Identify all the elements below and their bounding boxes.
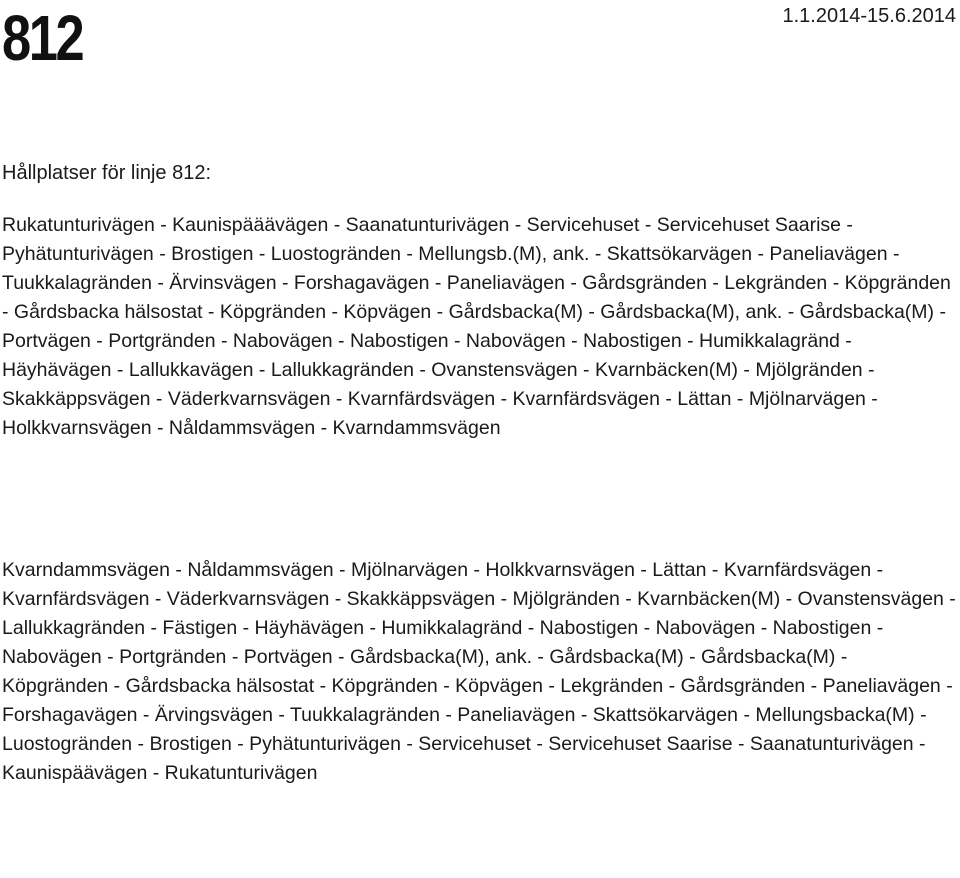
route-number: 812 [2,2,83,74]
validity-period: 1.1.2014-15.6.2014 [782,5,956,27]
stops-heading: Hållplatser för linje 812: [2,162,211,184]
outbound-stops-list: Rukatunturivägen - Kaunispääävägen - Saanatunturivägen - Servicehuset - Servicehuset Saarise - Pyhätunturivägen - Brostigen - Luostogränden - Mellungsb.(M), ank. - Skattsökarvägen - Paneliavägen - Tuukkalagränden - Ärvinsvägen - Forshagavägen - Paneliavägen - Gårdsgränden - Lekgränden - Köpgränden - Gårdsbacka hälsostat - Köpgränden - Köpvägen - Gårdsbacka(M) - Gårdsbacka(M), ank. - Gårdsbacka(M) - Portvägen - Portgränden - Nabovägen - Nabostigen - Nabovägen - Nabostigen - Humikkalagränd - Häyhävägen - Lallukkavägen - Lallukkagränden - Ovanstensvägen - Kvarnbäcken(M) - Mjölgränden - Skakkäppsvägen - Väderkvarnsvägen - Kvarnfärdsvägen - Kvarnfärdsvägen - Lättan - Mjölnarvägen - Holkkvarnsvägen - Nåldammsvägen - Kvarndammsvägen [2,214,951,439]
inbound-stops-list: Kvarndammsvägen - Nåldammsvägen - Mjölnarvägen - Holkkvarnsvägen - Lättan - Kvarnfärdsvägen - Kvarnfärdsvägen - Väderkvarnsvägen - Skakkäppsvägen - Mjölgränden - Kvarnbäcken(M) - Ovanstensvägen - Lallukkagränden - Fästigen - Häyhävägen - Humikkalagränd - Nabostigen - Nabovägen - Nabostigen - Nabovägen - Portgränden - Portvägen - Gårdsbacka(M), ank. - Gårdsbacka(M) - Gårdsbacka(M) - Köpgränden - Gårdsbacka hälsostat - Köpgränden - Köpvägen - Lekgränden - Gårdsgränden - Paneliavägen - Forshagavägen - Ärvingsvägen - Tuukkalagränden - Paneliavägen - Skattsökarvägen - Mellungsbacka(M) - Luostogränden - Brostigen - Pyhätunturivägen - Servicehuset - Servicehuset Saarise - Saanatunturivägen - Kaunispäävägen - Rukatunturivägen [2,559,956,784]
